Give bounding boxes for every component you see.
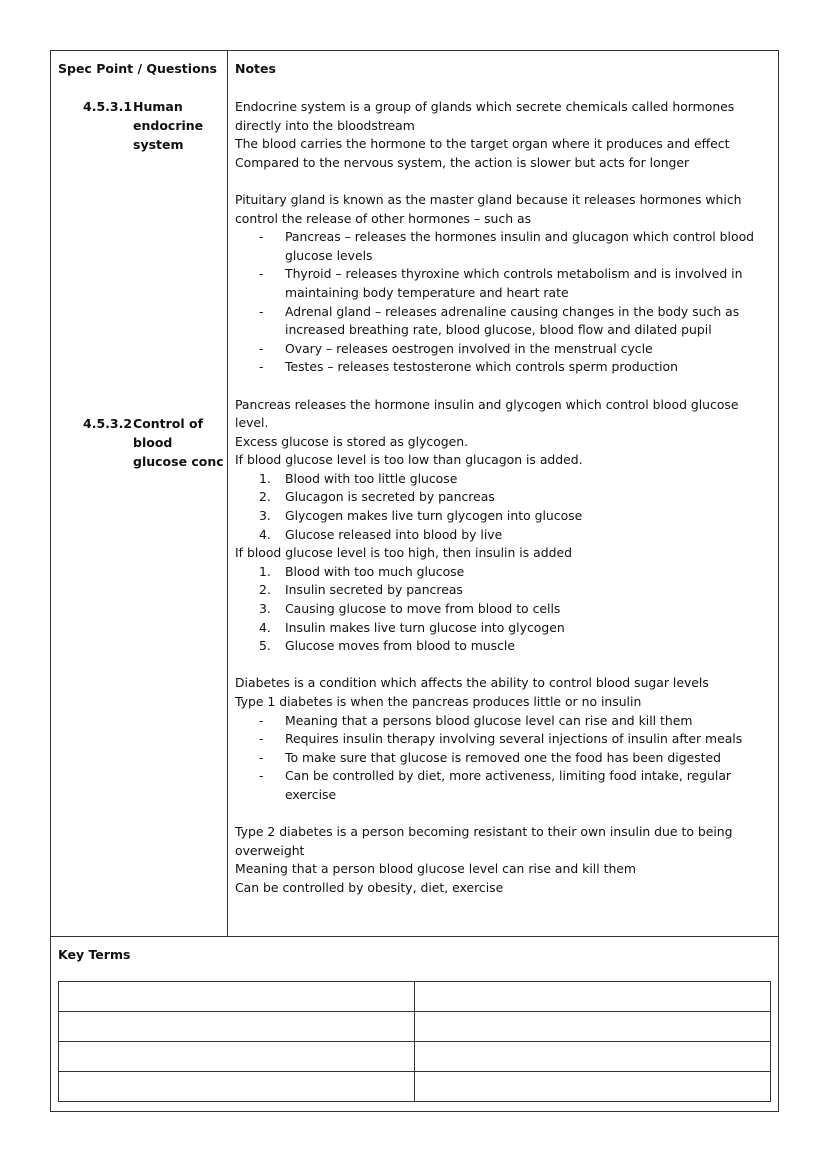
notes-column-header: Notes bbox=[235, 61, 276, 76]
note-line: Compared to the nervous system, the action is slower but acts for longer bbox=[235, 154, 690, 170]
note-line: Meaning that a person blood glucose level can rise and kill them bbox=[235, 861, 636, 877]
note-line: If blood glucose level is too high, then insulin is added bbox=[235, 545, 572, 561]
notes-body bbox=[235, 98, 770, 916]
spec-title-line: blood bbox=[133, 435, 173, 450]
note-line: If blood glucose level is too low than glucagon is added. bbox=[235, 452, 583, 468]
definition-cell[interactable] bbox=[415, 982, 771, 1012]
list-item: - Requires insulin therapy involving several injections of insulin after meals bbox=[259, 731, 743, 747]
list-item: 3. Glycogen makes live turn glycogen into glucose bbox=[259, 508, 583, 524]
note-line: Excess glucose is stored as glycogen. bbox=[235, 433, 469, 449]
list-item: - Thyroid – releases thyroxine which controls metabolism and is involved in maintaining body temperature and heart rate bbox=[259, 266, 743, 300]
note-line: Type 1 diabetes is when the pancreas produces little or no insulin bbox=[235, 694, 642, 709]
note-line: Diabetes is a condition which affects the ability to control blood sugar levels bbox=[235, 675, 709, 691]
type2-paragraph bbox=[235, 823, 770, 897]
key-terms-table bbox=[58, 981, 771, 1102]
definition-cell[interactable] bbox=[415, 1012, 771, 1042]
endocrine-paragraph bbox=[235, 98, 770, 172]
note-line: Can be controlled by obesity, diet, exercise bbox=[235, 879, 504, 895]
list-item: - Meaning that a persons blood glucose level can rise and kill them bbox=[259, 712, 693, 728]
key-terms-heading: Key Terms bbox=[58, 947, 131, 962]
type1-list bbox=[235, 712, 770, 805]
column-divider bbox=[227, 51, 228, 936]
table-row bbox=[59, 1042, 771, 1072]
spec-title-line: glucose conc bbox=[133, 454, 224, 469]
list-item: - Pancreas – releases the hormones insulin and glucagon which control blood glucose levels bbox=[259, 229, 755, 263]
key-term-cell[interactable] bbox=[59, 1012, 415, 1042]
spec-title-line: Human bbox=[133, 99, 183, 114]
list-item: 2. Insulin secreted by pancreas bbox=[259, 582, 463, 598]
low-glucose-steps bbox=[235, 470, 770, 544]
spec-number: 4.5.3.2 bbox=[83, 416, 133, 431]
spec-title-line: endocrine bbox=[133, 118, 204, 133]
list-item: - Can be controlled by diet, more activeness, limiting food intake, regular exercise bbox=[259, 768, 732, 802]
list-item: 3. Causing glucose to move from blood to cells bbox=[259, 601, 561, 617]
notes-page-frame bbox=[50, 50, 779, 1112]
list-item: 4. Glucose released into blood by live bbox=[259, 526, 503, 542]
list-item: 1. Blood with too little glucose bbox=[259, 470, 458, 486]
key-term-cell[interactable] bbox=[59, 1072, 415, 1102]
definition-cell[interactable] bbox=[415, 1042, 771, 1072]
gland-list bbox=[235, 228, 770, 377]
list-item: 1. Blood with too much glucose bbox=[259, 563, 465, 579]
list-item: - Testes – releases testosterone which controls sperm production bbox=[259, 359, 678, 375]
list-item: 2. Glucagon is secreted by pancreas bbox=[259, 489, 495, 505]
pituitary-paragraph bbox=[235, 191, 770, 377]
diabetes-paragraph bbox=[235, 674, 770, 804]
section-divider bbox=[51, 936, 778, 937]
note-line: Endocrine system is a group of glands which secrete chemicals called hormones directly into the bloodstream bbox=[235, 99, 735, 133]
definition-cell[interactable] bbox=[415, 1072, 771, 1102]
high-glucose-steps bbox=[235, 563, 770, 656]
spec-title-line: system bbox=[133, 137, 184, 152]
glucose-control-paragraph bbox=[235, 396, 770, 656]
list-item: - To make sure that glucose is removed one the food has been digested bbox=[259, 749, 721, 765]
list-item: - Adrenal gland – releases adrenaline causing changes in the body such as increased breathing rate, blood glucose, blood flow and dilated pupil bbox=[259, 303, 740, 338]
note-line: Pancreas releases the hormone insulin and glycogen which control blood glucose level. bbox=[235, 396, 739, 431]
note-line: Pituitary gland is known as the master gland because it releases hormones which control the release of other hormones – such as bbox=[235, 191, 742, 226]
table-row bbox=[59, 1012, 771, 1042]
note-line: The blood carries the hormone to the target organ where it produces and effect bbox=[235, 136, 730, 152]
list-item: 4. Insulin makes live turn glucose into glycogen bbox=[259, 619, 565, 635]
list-item: 5. Glucose moves from blood to muscle bbox=[259, 638, 515, 654]
key-term-cell[interactable] bbox=[59, 982, 415, 1012]
note-line: Type 2 diabetes is a person becoming resistant to their own insulin due to being overweight bbox=[235, 824, 733, 858]
spec-title-line: Control of bbox=[133, 416, 204, 431]
spec-column-header: Spec Point / Questions bbox=[58, 61, 217, 76]
key-term-cell[interactable] bbox=[59, 1042, 415, 1072]
table-row bbox=[59, 982, 771, 1012]
spec-number: 4.5.3.1 bbox=[83, 99, 133, 114]
table-row bbox=[59, 1072, 771, 1102]
list-item: - Ovary – releases oestrogen involved in the menstrual cycle bbox=[259, 340, 653, 356]
